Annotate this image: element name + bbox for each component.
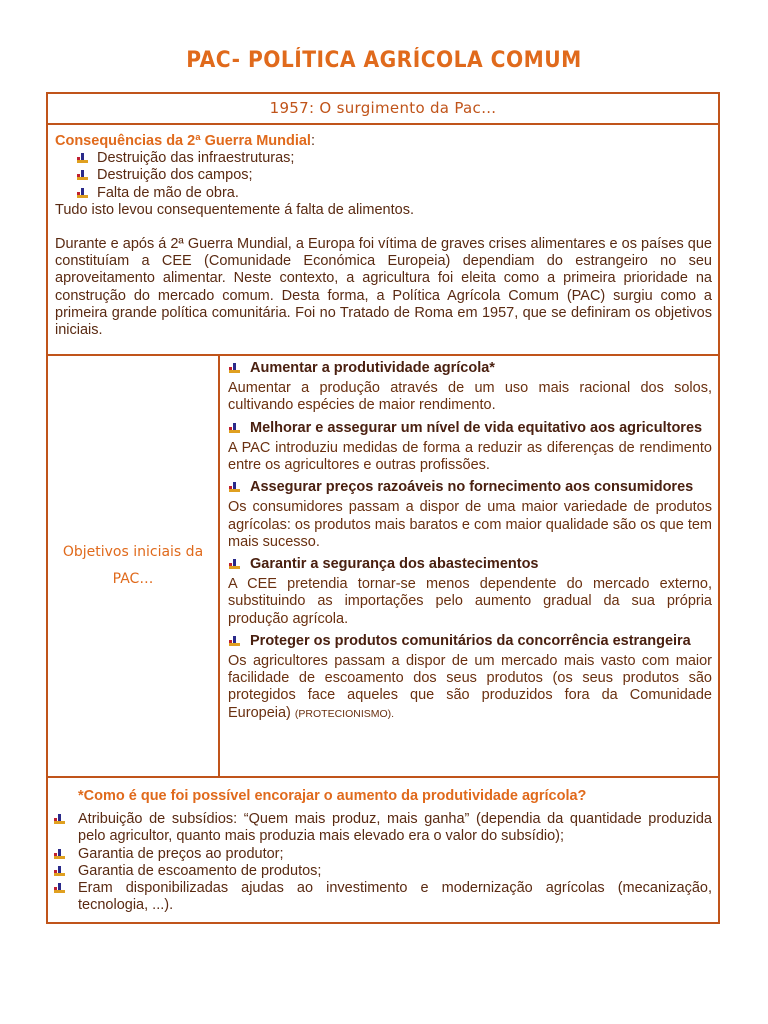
content-table xyxy=(46,92,720,924)
bullet-icon xyxy=(54,814,65,825)
consequences-heading: Consequências da 2ª Guerra Mundial xyxy=(55,133,311,149)
objective-title: Proteger os produtos comunitários da concorrência estrangeira xyxy=(228,633,712,650)
section-header: 1957: O surgimento da Pac… xyxy=(269,99,497,117)
page-title: PAC- POLÍTICA AGRÍCOLA COMUM xyxy=(186,48,582,73)
objective-title: Garantir a segurança dos abastecimentos xyxy=(228,556,712,573)
conclusion-text: Tudo isto levou consequentemente á falta de alimentos. xyxy=(55,201,414,218)
objective-title: Melhorar e assegurar um nível de vida equitativo aos agricultores xyxy=(228,420,712,437)
objectives-list xyxy=(222,356,718,776)
bullet-icon xyxy=(77,153,88,164)
bullet-icon xyxy=(77,188,88,199)
objective-title: Aumentar a produtividade agrícola* xyxy=(228,360,712,377)
heading-colon: : xyxy=(310,133,315,149)
bullet-icon xyxy=(54,883,65,894)
bullet-icon xyxy=(229,482,240,493)
objective-title: Assegurar preços razoáveis no fornecimento aos consumidores xyxy=(228,479,712,496)
objective-text: Aumentar a produção através de um uso mais racional dos solos, cultivando espécies de maior rendimento. xyxy=(228,380,712,414)
section-header-row xyxy=(48,94,718,125)
bullet-icon xyxy=(77,170,88,181)
objectives-section xyxy=(48,356,718,778)
question-list xyxy=(54,811,712,914)
objectives-label: Objetivos iniciais da PAC… xyxy=(62,544,204,587)
question-section xyxy=(48,778,718,922)
list-item: Destruição das infraestruturas; xyxy=(77,150,712,167)
consequences-list xyxy=(55,150,712,202)
bullet-icon xyxy=(54,866,65,877)
bullet-icon xyxy=(229,559,240,570)
list-item: Eram disponibilizadas ajudas ao investimento e modernização agrícolas (mecanização, tecnologia, ...). xyxy=(54,880,712,914)
list-item: Destruição dos campos; xyxy=(77,167,712,184)
bullet-icon xyxy=(229,636,240,647)
list-item: Garantia de escoamento de produtos; xyxy=(54,863,712,880)
objectives-label-cell xyxy=(48,356,220,776)
list-item: Atribuição de subsídios: “Quem mais produz, mais ganha” (dependia da quantidade produzida pelo agricultor, quanto mais produzia mais elevado era o valor do subsídio); xyxy=(54,811,712,845)
list-item: Garantia de preços ao produtor; xyxy=(54,846,712,863)
bullet-icon xyxy=(229,363,240,374)
consequences-section xyxy=(48,125,718,356)
objective-text: Os agricultores passam a dispor de um mercado mais vasto com maior facilidade de escoamento dos seus produtos (os seus produtos são protegidos face aqueles que são produzidos fora da Comunidade Europeia) (PROTECIONISMO). xyxy=(228,653,712,721)
bullet-icon xyxy=(229,423,240,434)
objective-text: Os consumidores passam a dispor de uma maior variedade de produtos agrícolas: os produtos mais baratos e com maior qualidade são os que tem mais sucesso. xyxy=(228,499,712,550)
protectionism-note: (PROTECIONISMO). xyxy=(294,707,395,720)
context-paragraph: Durante e após á 2ª Guerra Mundial, a Europa foi vítima de graves crises alimentares e os países que constituíam a CEE (Comunidade Económica Europeia) dependiam do estrangeiro no seu aproveitamento alimentar. Neste contexto, a agricultura foi eleita como a primeira prioridade na construção do mercado comum. Desta forma, a Política Agrícola Comum (PAC) surgiu como a primeira grande política comunitária. Foi no Tratado de Roma em 1957, que se definiram os objetivos iniciais. xyxy=(55,236,712,339)
objective-text: A PAC introduziu medidas de forma a reduzir as diferenças de rendimento entre os agricultores e outras profissões. xyxy=(228,439,712,474)
list-item: Falta de mão de obra. xyxy=(77,185,712,202)
question-title: *Como é que foi possível encorajar o aumento da produtividade agrícola? xyxy=(78,788,587,804)
bullet-icon xyxy=(54,849,65,860)
objective-text: A CEE pretendia tornar-se menos dependente do mercado externo, substituindo as importações pelo aumento gradual da sua própria produção agrícola. xyxy=(228,576,712,627)
